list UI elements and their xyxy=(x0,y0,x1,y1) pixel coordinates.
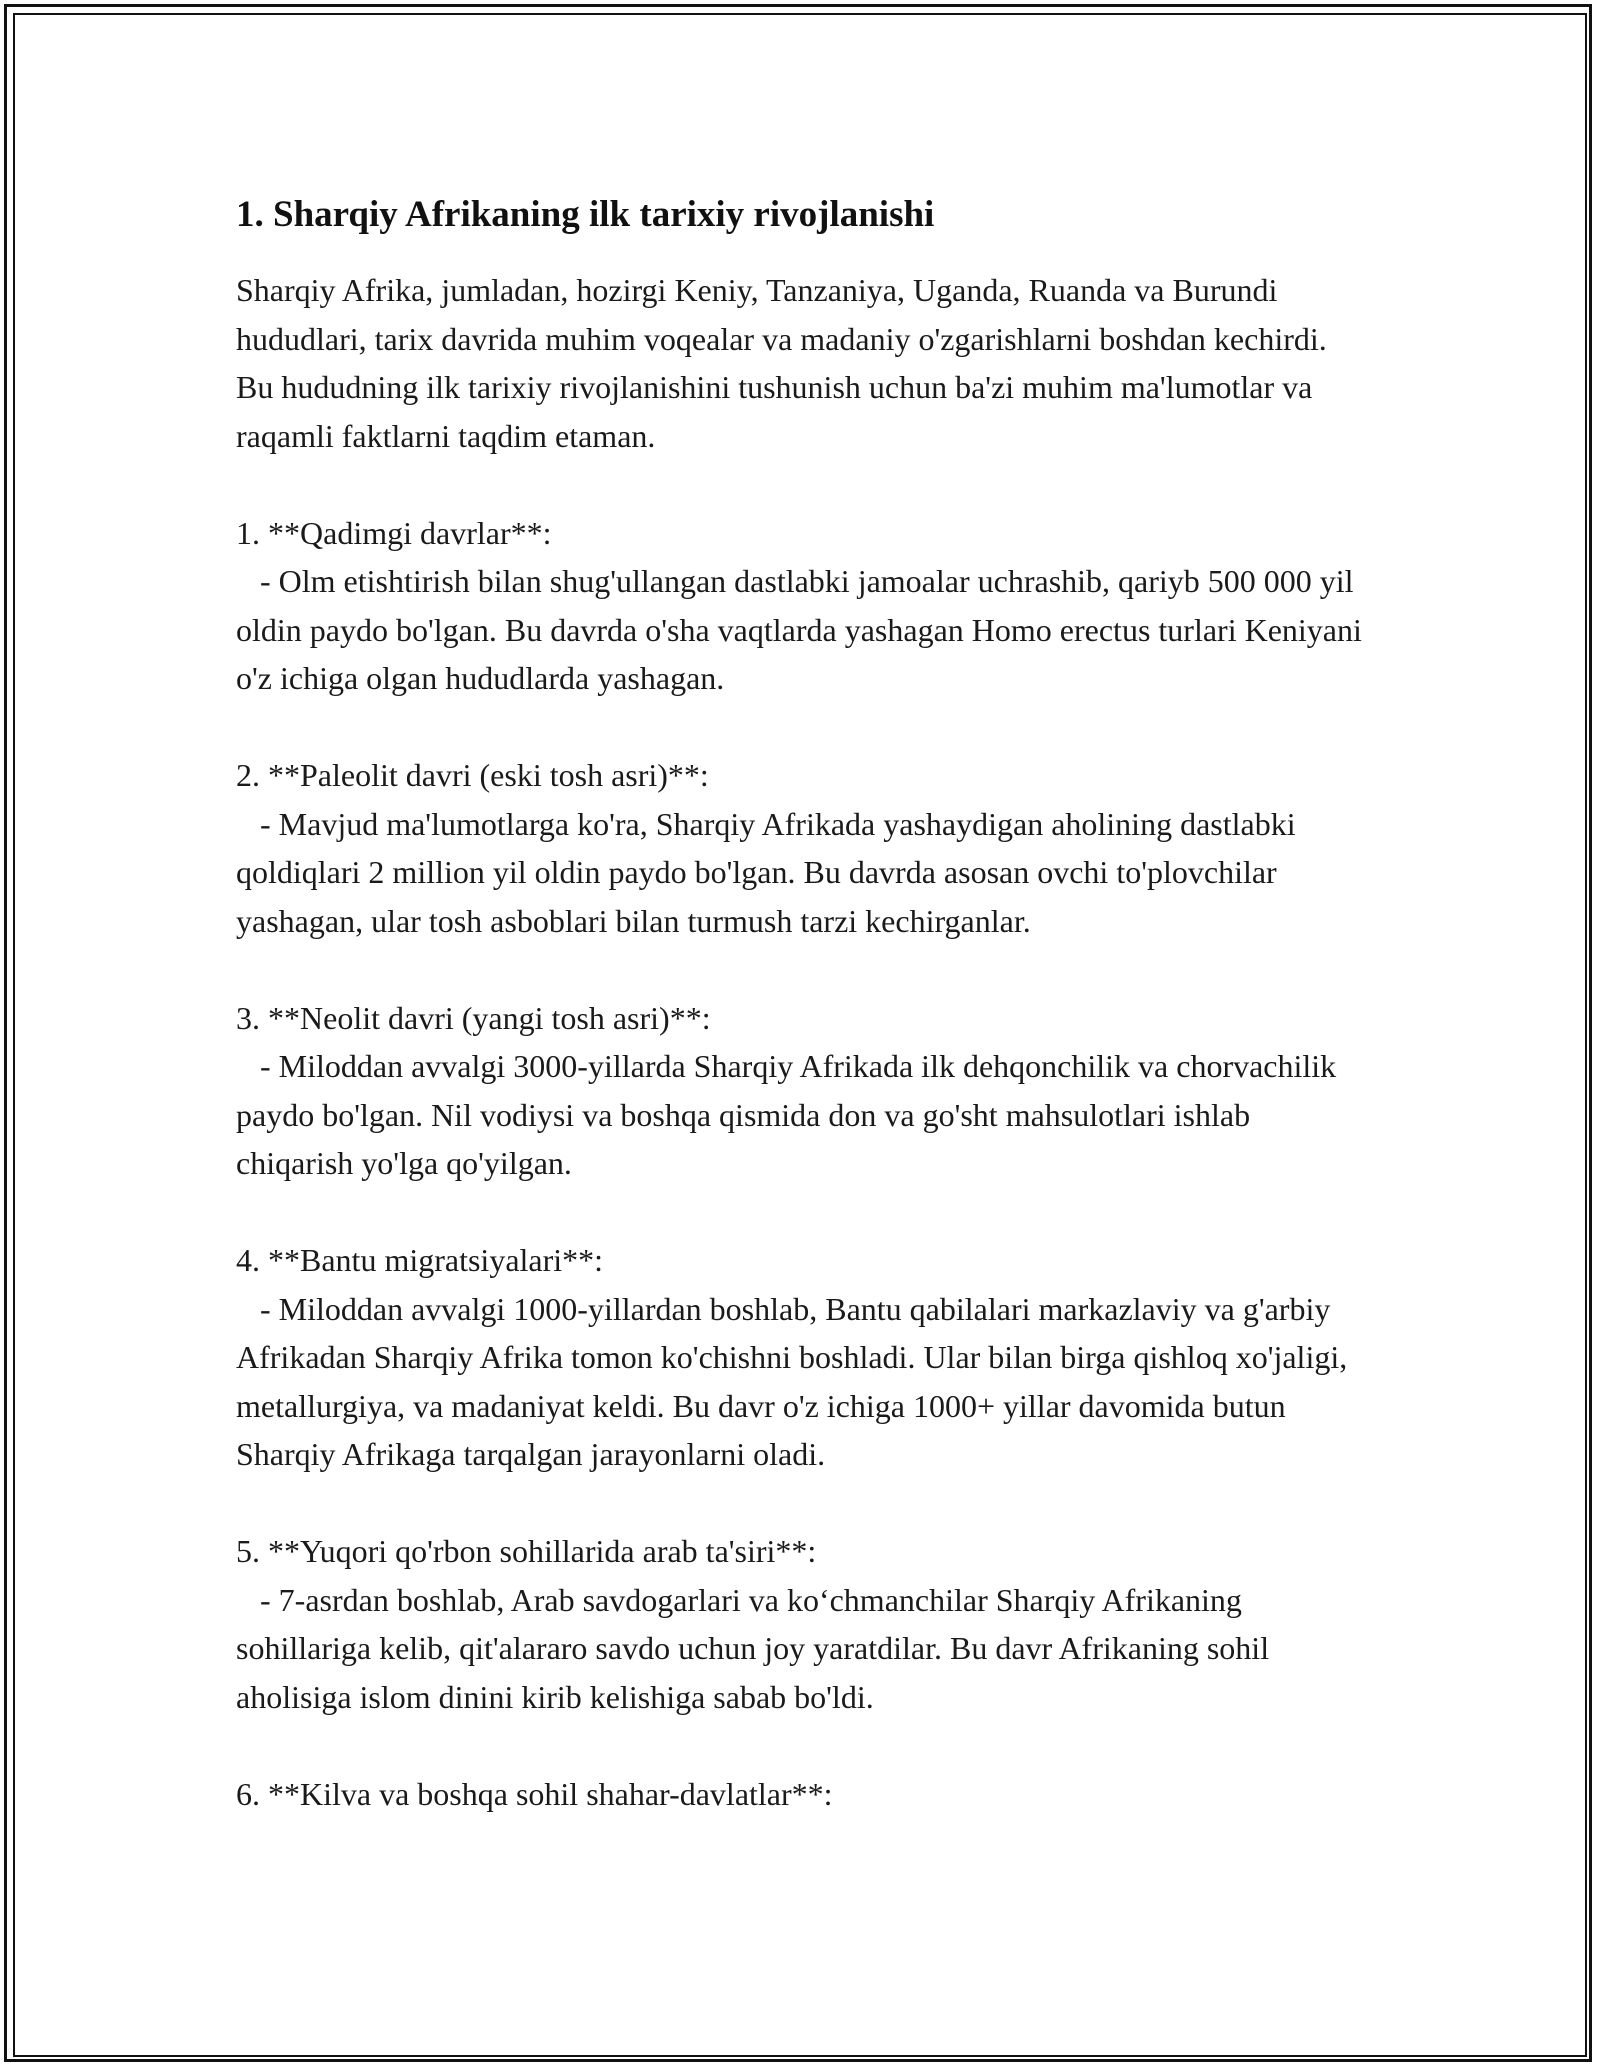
section-arab-tasiri xyxy=(236,1527,1366,1721)
section-heading: 1. **Qadimgi davrlar**: xyxy=(236,514,552,551)
section-body: - Olm etishtirish bilan shug'ullangan dastlabki jamoalar uchrashib, qariyb 500 000 yil oldin paydo bo'lgan. Bu davrda o'sha vaqtlarda yashagan Homo erectus turlari Keniyani o'z ichiga olgan hududlarda yashagan. xyxy=(236,563,1370,696)
section-heading: 3. **Neolit davri (yangi tosh asri)**: xyxy=(236,999,711,1036)
page-title: 1. Sharqiy Afrikaning ilk tarixiy rivojlanishi xyxy=(236,194,935,235)
section-heading: 5. **Yuqori qo'rbon sohillarida arab ta'siri**: xyxy=(236,1533,817,1569)
section-bantu-migratsiyalari xyxy=(236,1236,1366,1479)
section-heading: 4. **Bantu migratsiyalari**: xyxy=(236,1242,604,1278)
section-body: - Miloddan avvalgi 1000-yillardan boshlab, Bantu qabilalari markazlaviy va g'arbiy Afrikadan Sharqiy Afrika tomon ko'chishni boshladi. Ular bilan birga qishloq xo'jaligi, metallurgiya, va madaniyat keldi. Bu davr o'z ichiga 1000+ yillar davomida butun Sharqiy Afrikaga tarqalgan jarayonlarni oladi. xyxy=(236,1290,1356,1472)
section-kilva-shahar-davlatlar xyxy=(236,1770,1366,1819)
section-heading: 2. **Paleolit davri (eski tosh asri)**: xyxy=(236,757,709,793)
document-body xyxy=(236,190,1370,1818)
section-paleolit-davri xyxy=(236,751,1366,945)
section-qadimgi-davrlar xyxy=(236,509,1370,703)
section-body: - Mavjud ma'lumotlarga ko'ra, Sharqiy Afrikada yashaydigan aholining dastlabki qoldiqlari 2 million yil oldin paydo bo'lgan. Bu davrda asosan ovchi to'plovchilar yashagan, ular tosh asboblari bilan turmush tarzi kechirganlar. xyxy=(236,805,1304,939)
section-body: - Miloddan avvalgi 3000-yillarda Sharqiy Afrikada ilk dehqonchilik va chorvachilik paydo bo'lgan. Nil vodiysi va boshqa qismida don va go'sht mahsulotlari ishlab chiqarish yo'lga qo'yilgan. xyxy=(236,1048,1345,1181)
section-body: - 7-asrdan boshlab, Arab savdogarlari va ko‘chmanchilar Sharqiy Afrikaning sohillariga kelib, qit'alararo savdo uchun joy yaratdilar. Bu davr Afrikaning sohil aholisiga islom dinini kirib kelishiga sabab bo'ldi. xyxy=(236,1581,1278,1715)
section-neolit-davri xyxy=(236,994,1366,1188)
section-heading: 6. **Kilva va boshqa sohil shahar-davlatlar**: xyxy=(236,1775,833,1812)
intro-paragraph: Sharqiy Afrika, jumladan, hozirgi Keniy, Tanzaniya, Uganda, Ruanda va Burundi hududlari, tarix davrida muhim voqealar va madaniy o'zgarishlarni boshdan kechirdi. Bu hududning ilk tarixiy rivojlanishini tushunish uchun ba'zi muhim ma'lumotlar va raqamli faktlarni taqdim etaman. xyxy=(236,272,1327,454)
